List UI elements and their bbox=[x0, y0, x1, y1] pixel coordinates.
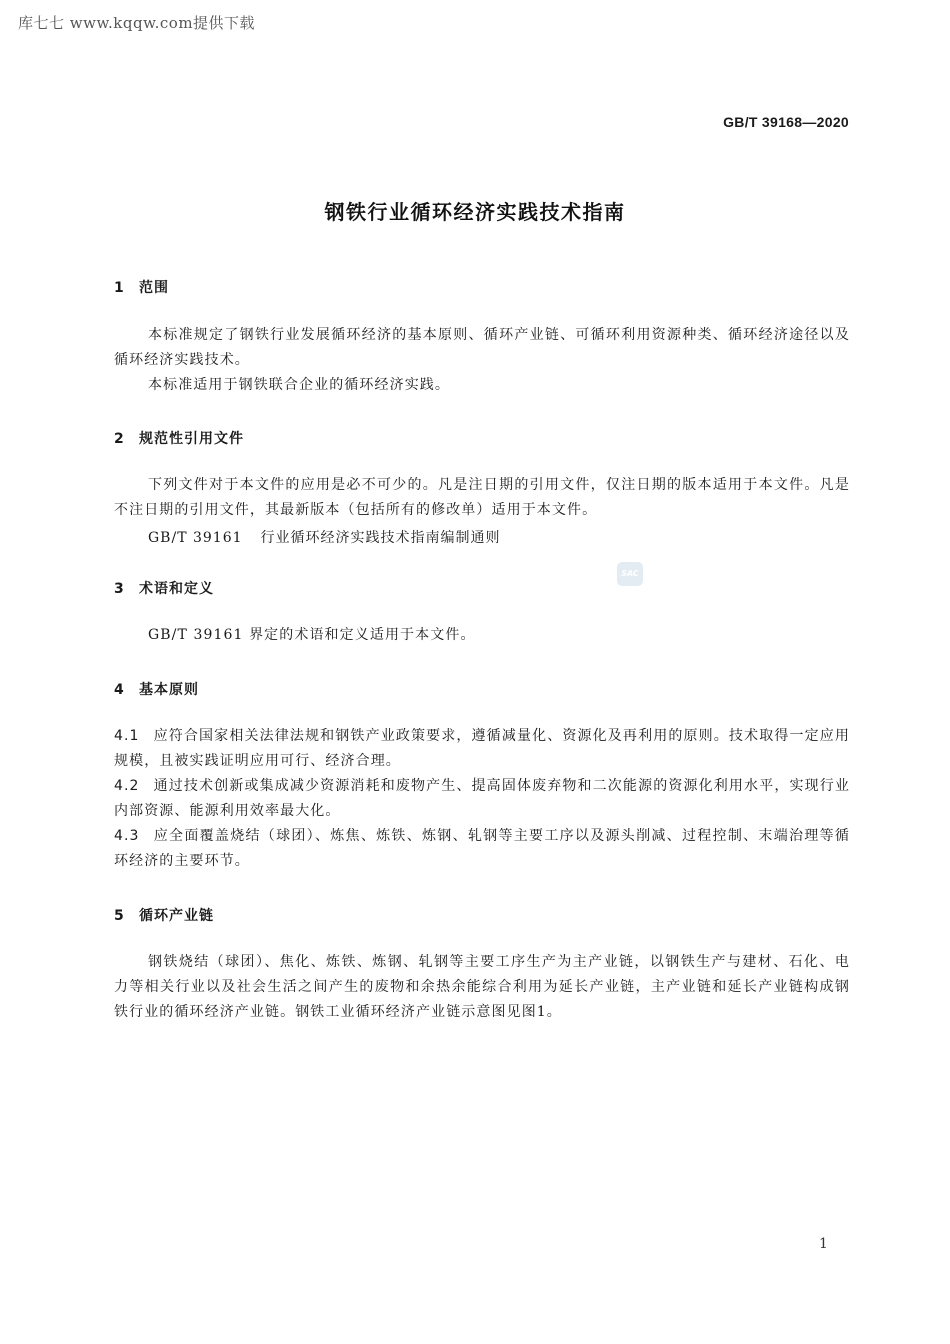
clause-number: 4.3 bbox=[114, 828, 140, 844]
section-1-paragraph-1: 本标准规定了钢铁行业发展循环经济的基本原则、循环产业链、可循环利用资源种类、循环经济途径以及循环经济实践技术。 bbox=[114, 327, 850, 368]
clause-4-3 bbox=[114, 824, 850, 874]
clause-number: 4.1 bbox=[114, 728, 140, 744]
section-title: 规范性引用文件 bbox=[139, 431, 244, 447]
sac-logo-watermark: SAC bbox=[617, 562, 643, 586]
page-number: 1 bbox=[819, 1236, 828, 1252]
watermark-text: 库七七 www.kqqw.com提供下载 bbox=[18, 14, 256, 32]
section-4-heading bbox=[114, 679, 199, 699]
normative-reference bbox=[148, 527, 501, 547]
section-number: 2 bbox=[114, 431, 125, 447]
section-number: 1 bbox=[114, 280, 125, 296]
section-2-paragraph-1: 下列文件对于本文件的应用是必不可少的。凡是注日期的引用文件，仅注日期的版本适用于本文件。凡是不注日期的引用文件，其最新版本（包括所有的修改单）适用于本文件。 bbox=[114, 477, 850, 518]
section-title: 术语和定义 bbox=[139, 581, 214, 597]
clause-number: 4.2 bbox=[114, 778, 140, 794]
clause-text: 通过技术创新或集成减少资源消耗和废物产生、提高固体废弃物和二次能源的资源化利用水平，实现行业内部资源、能源利用效率最大化。 bbox=[114, 778, 850, 819]
section-number: 4 bbox=[114, 682, 125, 698]
section-5-paragraph-1: 钢铁烧结（球团）、焦化、炼铁、炼钢、轧钢等主要工序生产为主产业链，以钢铁生产与建材、石化、电力等相关行业以及社会生活之间产生的废物和余热余能综合利用为延长产业链，主产业链和延长产业链构成钢铁行业的循环经济产业链。钢铁工业循环经济产业链示意图见图1。 bbox=[114, 954, 850, 1020]
section-title: 循环产业链 bbox=[139, 908, 214, 924]
section-title: 基本原则 bbox=[139, 682, 199, 698]
clause-text: 应全面覆盖烧结（球团）、炼焦、炼铁、炼钢、轧钢等主要工序以及源头削减、过程控制、末端治理等循环经济的主要环节。 bbox=[114, 828, 850, 869]
section-1-paragraph-2: 本标准适用于钢铁联合企业的循环经济实践。 bbox=[148, 377, 450, 393]
clause-4-2 bbox=[114, 774, 850, 824]
document-title: 钢铁行业循环经济实践技术指南 bbox=[324, 200, 626, 224]
reference-code: GB/T 39161 bbox=[148, 530, 243, 546]
section-2-heading bbox=[114, 428, 244, 448]
clause-4-1 bbox=[114, 724, 850, 774]
section-number: 5 bbox=[114, 908, 125, 924]
reference-title: 行业循环经济实践技术指南编制通则 bbox=[260, 530, 501, 546]
section-number: 3 bbox=[114, 581, 125, 597]
section-5-heading bbox=[114, 905, 214, 925]
section-3-paragraph-1: GB/T 39161 界定的术语和定义适用于本文件。 bbox=[148, 627, 476, 643]
standard-number: GB/T 39168—2020 bbox=[723, 114, 849, 130]
section-title: 范围 bbox=[139, 280, 169, 296]
section-3-heading bbox=[114, 578, 214, 598]
section-1-heading bbox=[114, 277, 169, 297]
clause-text: 应符合国家相关法律法规和钢铁产业政策要求，遵循减量化、资源化及再利用的原则。技术取得一定应用规模，且被实践证明应用可行、经济合理。 bbox=[114, 728, 850, 769]
